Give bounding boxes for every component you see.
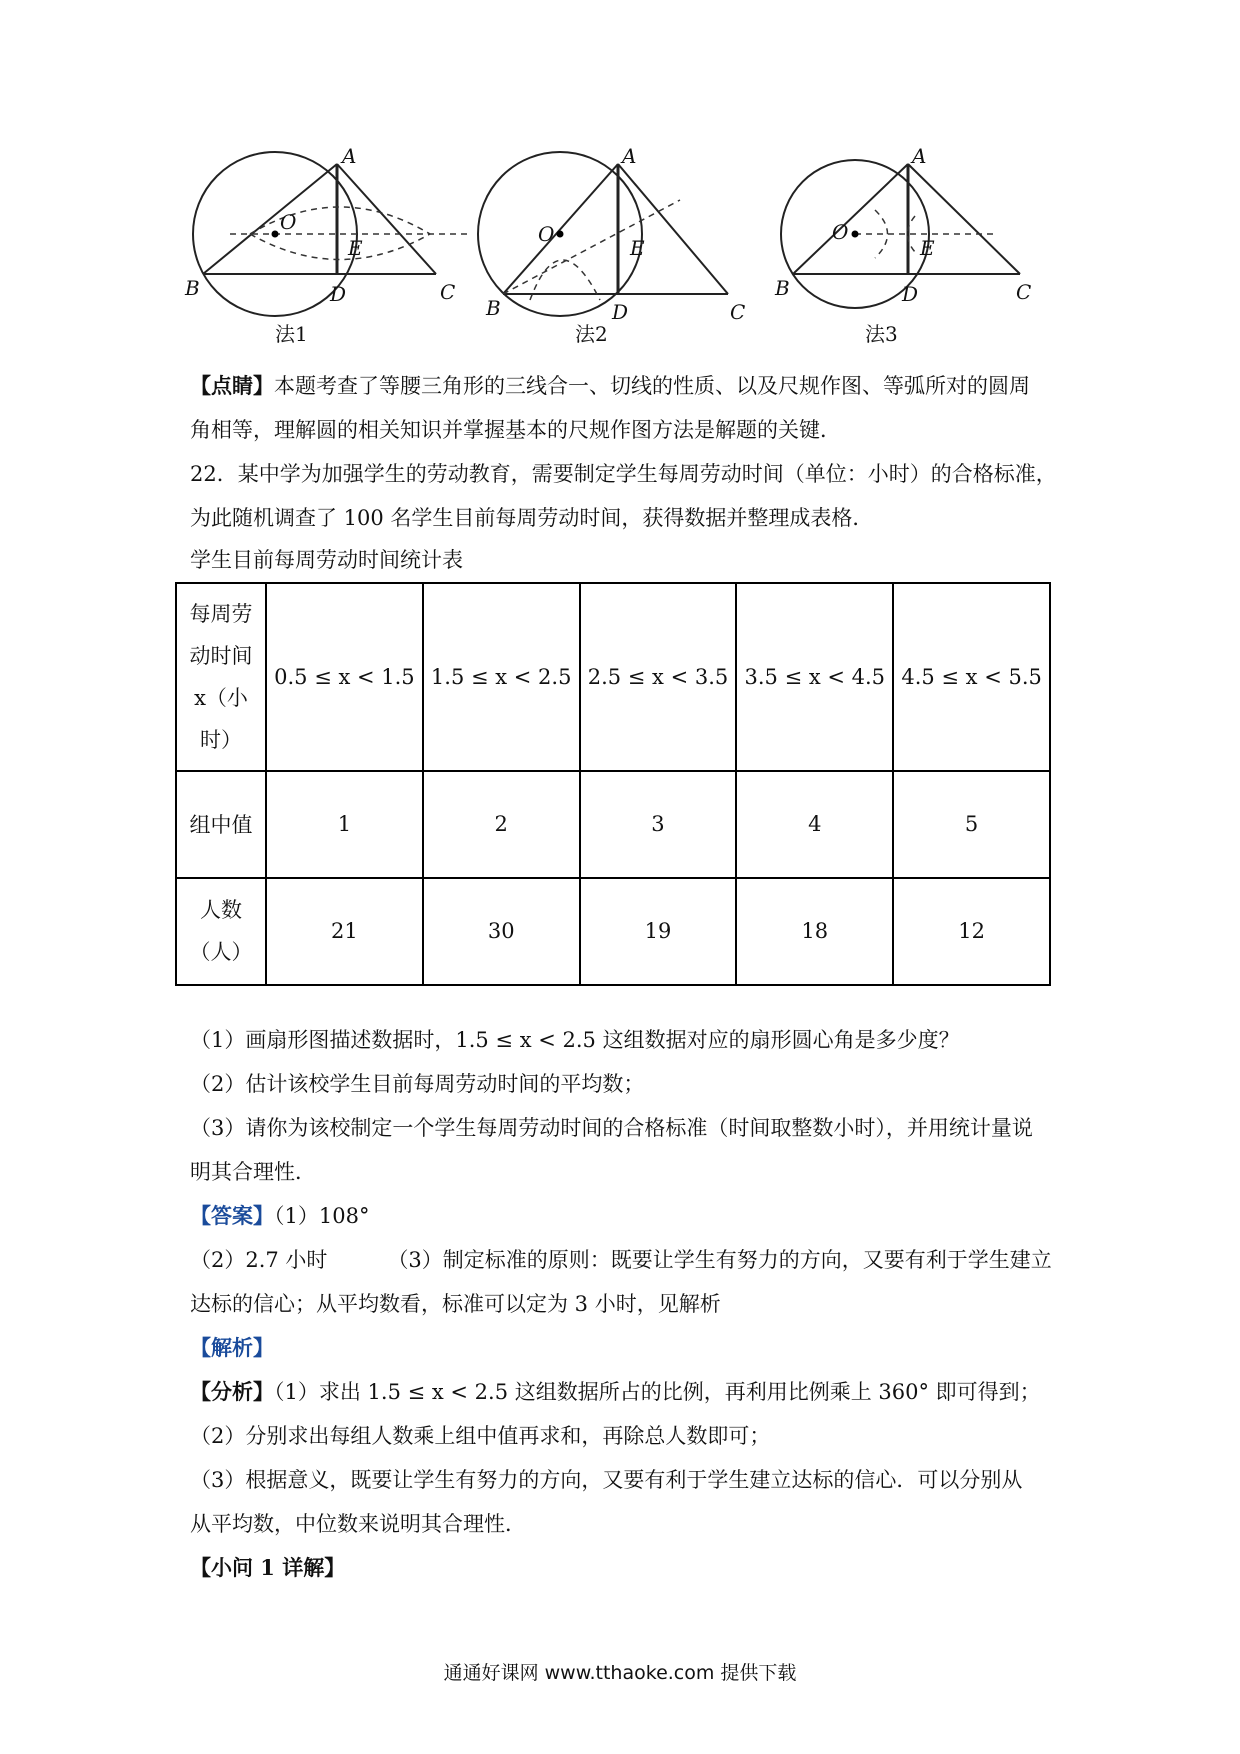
label-B: B [486,296,501,320]
analysis-1: （1）求出 1.5 ≤ x < 2.5 这组数据所占的比例，再利用比例乘上 360° 即可得到； [274,1380,1041,1404]
label-O: O [832,220,849,244]
interval-cell: 2.5 ≤ x < 3.5 [580,583,737,771]
midpoint-cell: 2 [423,771,580,878]
answer-line-1 [190,1200,369,1230]
analysis-2: （2）分别求出每组人数乘上组中值再求和，再除总人数即可； [190,1424,771,1448]
dianjing-line-1 [190,370,1030,400]
label-B: B [185,276,200,300]
count-cell: 18 [736,878,893,985]
subquestion-3b: 明其合理性． [190,1160,316,1184]
answer-tag: 【答案】 [190,1203,274,1228]
label-B: B [775,276,790,300]
dianjing-tag: 【点睛】 [190,373,274,398]
analysis-tag: 【分析】 [190,1379,274,1404]
row-header-time [176,583,266,771]
count-cell: 12 [893,878,1050,985]
answer-3b: 达标的信心；从平均数看，标准可以定为 3 小时，见解析 [190,1292,721,1316]
header-line: （人） [189,940,253,965]
construction-figures [185,144,1090,355]
label-D: D [902,282,919,306]
interval-cell: 3.5 ≤ x < 4.5 [736,583,893,771]
table-row-counts [176,878,1050,985]
midpoint-cell: 3 [580,771,737,878]
header-line: 每周劳 [189,601,253,626]
midpoint-cell: 5 [893,771,1050,878]
row-header-midpoint: 组中值 [176,771,266,878]
dianjing-text-2: 角相等，理解圆的相关知识并掌握基本的尺规作图方法是解题的关键． [190,418,841,442]
label-C: C [1016,280,1032,304]
figure-method-2 [486,144,746,346]
answer-2: （2）2.7 小时 [190,1248,328,1272]
label-A: A [912,144,927,168]
label-E: E [920,236,935,260]
figure-1-caption: 法1 [275,322,308,346]
answer-line-2 [190,1244,1052,1274]
figure-2-drawing [490,150,740,320]
count-cell: 19 [580,878,737,985]
subquestion-1: （1）画扇形图描述数据时，1.5 ≤ x < 2.5 这组数据对应的扇形圆心角是多少度？ [190,1028,960,1052]
page-footer: 通通好课网 www.tthaoke.com 提供下载 [443,1662,797,1684]
header-line: 时） [200,727,242,752]
header-line: x（小 [194,685,248,710]
analysis-line-1 [190,1376,1041,1406]
interval-cell: 1.5 ≤ x < 2.5 [423,583,580,771]
midpoint-cell: 4 [736,771,893,878]
label-D: D [612,300,629,324]
table-title: 学生目前每周劳动时间统计表 [190,548,463,572]
dianjing-text-1: 本题考查了等腰三角形的三线合一、切线的性质、以及尺规作图、等弧所对的圆周 [274,374,1030,398]
figure-3-caption: 法3 [865,322,898,346]
answer-3a: （3）制定标准的原则：既要让学生有努力的方向，又要有利于学生建立 [387,1248,1052,1272]
label-A: A [342,144,357,168]
table-row-midpoints [176,771,1050,878]
figure-1-drawing [190,150,440,320]
figure-method-1 [185,144,456,346]
figure-method-3 [775,144,1040,346]
subquestion-2: （2）估计该校学生目前每周劳动时间的平均数； [190,1072,645,1096]
jiexi-tag: 【解析】 [190,1335,274,1360]
subquestion-3a: （3）请你为该校制定一个学生每周劳动时间的合格标准（时间取整数小时），并用统计量说 [190,1116,1033,1140]
question-line-2: 为此随机调查了 100 名学生目前每周劳动时间，获得数据并整理成表格． [190,506,874,530]
figure-2-caption: 法2 [575,322,608,346]
table-row-intervals [176,583,1050,771]
row-header-count [176,878,266,985]
interval-cell: 0.5 ≤ x < 1.5 [266,583,423,771]
labor-time-table [175,582,1051,986]
header-line: 人数 [200,898,242,923]
analysis-3a: （3）根据意义，既要让学生有努力的方向，又要有利于学生建立达标的信心．可以分别从 [190,1468,1023,1492]
label-O: O [280,210,297,234]
count-cell: 21 [266,878,423,985]
label-E: E [630,236,645,260]
question-line-1: 22．某中学为加强学生的劳动教育，需要制定学生每周劳动时间（单位：小时）的合格标准， [190,462,1057,486]
count-cell: 30 [423,878,580,985]
label-E: E [348,236,363,260]
label-D: D [330,282,347,306]
label-O: O [538,222,555,246]
analysis-3b: 从平均数，中位数来说明其合理性． [190,1512,526,1536]
answer-1: （1）108° [274,1204,370,1228]
interval-cell: 4.5 ≤ x < 5.5 [893,583,1050,771]
detail-tag: 【小问 1 详解】 [190,1555,346,1580]
header-line: 动时间 [189,643,253,668]
label-C: C [730,300,746,324]
midpoint-cell: 1 [266,771,423,878]
label-C: C [440,280,456,304]
label-A: A [622,144,637,168]
